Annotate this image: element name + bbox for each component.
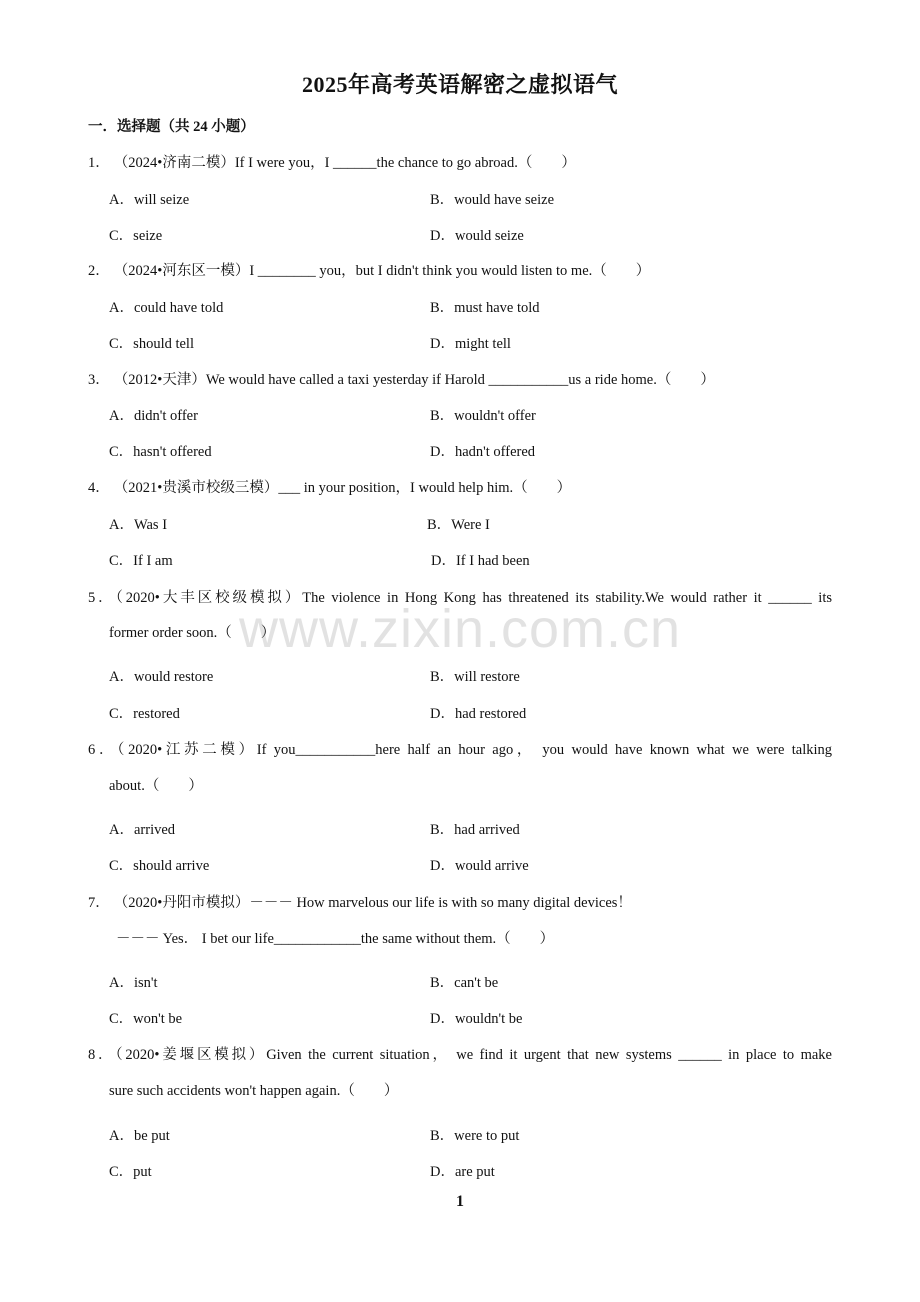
option-c: C．restored [109, 706, 180, 722]
document-title: 2025年高考英语解密之虚拟语气 [301, 72, 618, 97]
option-b: B．Were I [427, 517, 490, 533]
question-1 [88, 151, 576, 172]
question-text-continued: －－－ Yes． I bet our life____________the same without them.（ ） [116, 931, 555, 947]
question-number: 1． [88, 155, 110, 171]
question-6 [88, 738, 832, 759]
question-number: 7． [88, 895, 110, 911]
option-b: B．would have seize [430, 192, 555, 208]
option-d: D．might tell [430, 336, 511, 352]
option-d: D．are put [430, 1164, 495, 1180]
option-c: C．should tell [109, 336, 194, 352]
watermark: www.zixin.com.cn [238, 599, 682, 659]
question-text-continued: sure such accidents won't happen again.（ ） [109, 1083, 399, 1099]
question-2 [88, 259, 650, 280]
question-text: （2012•天津）We would have called a taxi yesterday if Harold ___________us a ride home.（ ） [113, 372, 715, 388]
option-a: A．isn't [109, 975, 158, 991]
option-b: B．must have told [430, 300, 540, 316]
option-c: C．put [109, 1164, 152, 1180]
question-text: （2020•丹阳市模拟）－－－ How marvelous our life is with so many digital devices！ [113, 895, 632, 911]
option-d: D．hadn't offered [430, 444, 536, 460]
question-text: （2020•姜堰区模拟）Given the current situation， we find it urgent that new systems ______ in place to make [115, 1047, 832, 1063]
option-d: D．would seize [430, 228, 524, 244]
option-b: B．wouldn't offer [430, 408, 536, 424]
question-8 [88, 1043, 832, 1064]
question-number: 8． [88, 1047, 116, 1063]
question-text: （2021•贵溪市校级三模）___ in your position，I would help him.（ ） [113, 480, 572, 496]
option-c: C．seize [109, 228, 163, 244]
option-c: C．hasn't offered [109, 444, 212, 460]
question-7 [88, 891, 632, 912]
option-a: A．be put [109, 1128, 170, 1144]
option-c: C．should arrive [109, 858, 210, 874]
question-text: （2020•江苏二模）If you___________here half an hour ago， you would have known what we were talking [117, 742, 833, 758]
option-b: B．will restore [430, 669, 520, 685]
option-a: A．could have told [109, 300, 224, 316]
option-d: D．would arrive [430, 858, 529, 874]
question-number: 2． [88, 263, 110, 279]
option-d: D．had restored [430, 706, 527, 722]
option-a: A．will seize [109, 192, 190, 208]
question-text-continued: about.（ ） [109, 778, 203, 794]
question-text: （2024•河东区一模）I ________ you，but I didn't think you would listen to me.（ ） [113, 263, 651, 279]
page-number: 1 [456, 1193, 464, 1210]
option-c: C．won't be [109, 1011, 183, 1027]
option-a: A．arrived [109, 822, 176, 838]
question-number: 5． [88, 590, 116, 606]
option-a: A．Was I [109, 517, 168, 533]
question-text: （2024•济南二模）If I were you，I ______the chance to go abroad.（ ） [113, 155, 576, 171]
option-b: B．had arrived [430, 822, 520, 838]
option-b: B．can't be [430, 975, 499, 991]
question-text: （2020•大丰区校级模拟）The violence in Hong Kong has threatened its stability.We would rather it ______ its [115, 590, 833, 606]
option-d: D．wouldn't be [430, 1011, 523, 1027]
option-a: A．didn't offer [109, 408, 198, 424]
option-c: C．If I am [109, 553, 173, 569]
option-b: B．were to put [430, 1128, 520, 1144]
question-number: 4． [88, 480, 110, 496]
question-4 [88, 476, 571, 497]
section-heading: 一．选择题（共 24 小题） [88, 119, 255, 135]
question-number: 3． [88, 372, 110, 388]
question-number: 6． [88, 742, 118, 758]
question-text-continued: former order soon.（ ） [109, 625, 276, 641]
option-a: A．would restore [109, 669, 214, 685]
question-3 [88, 368, 715, 389]
option-d: D．If I had been [431, 553, 530, 569]
